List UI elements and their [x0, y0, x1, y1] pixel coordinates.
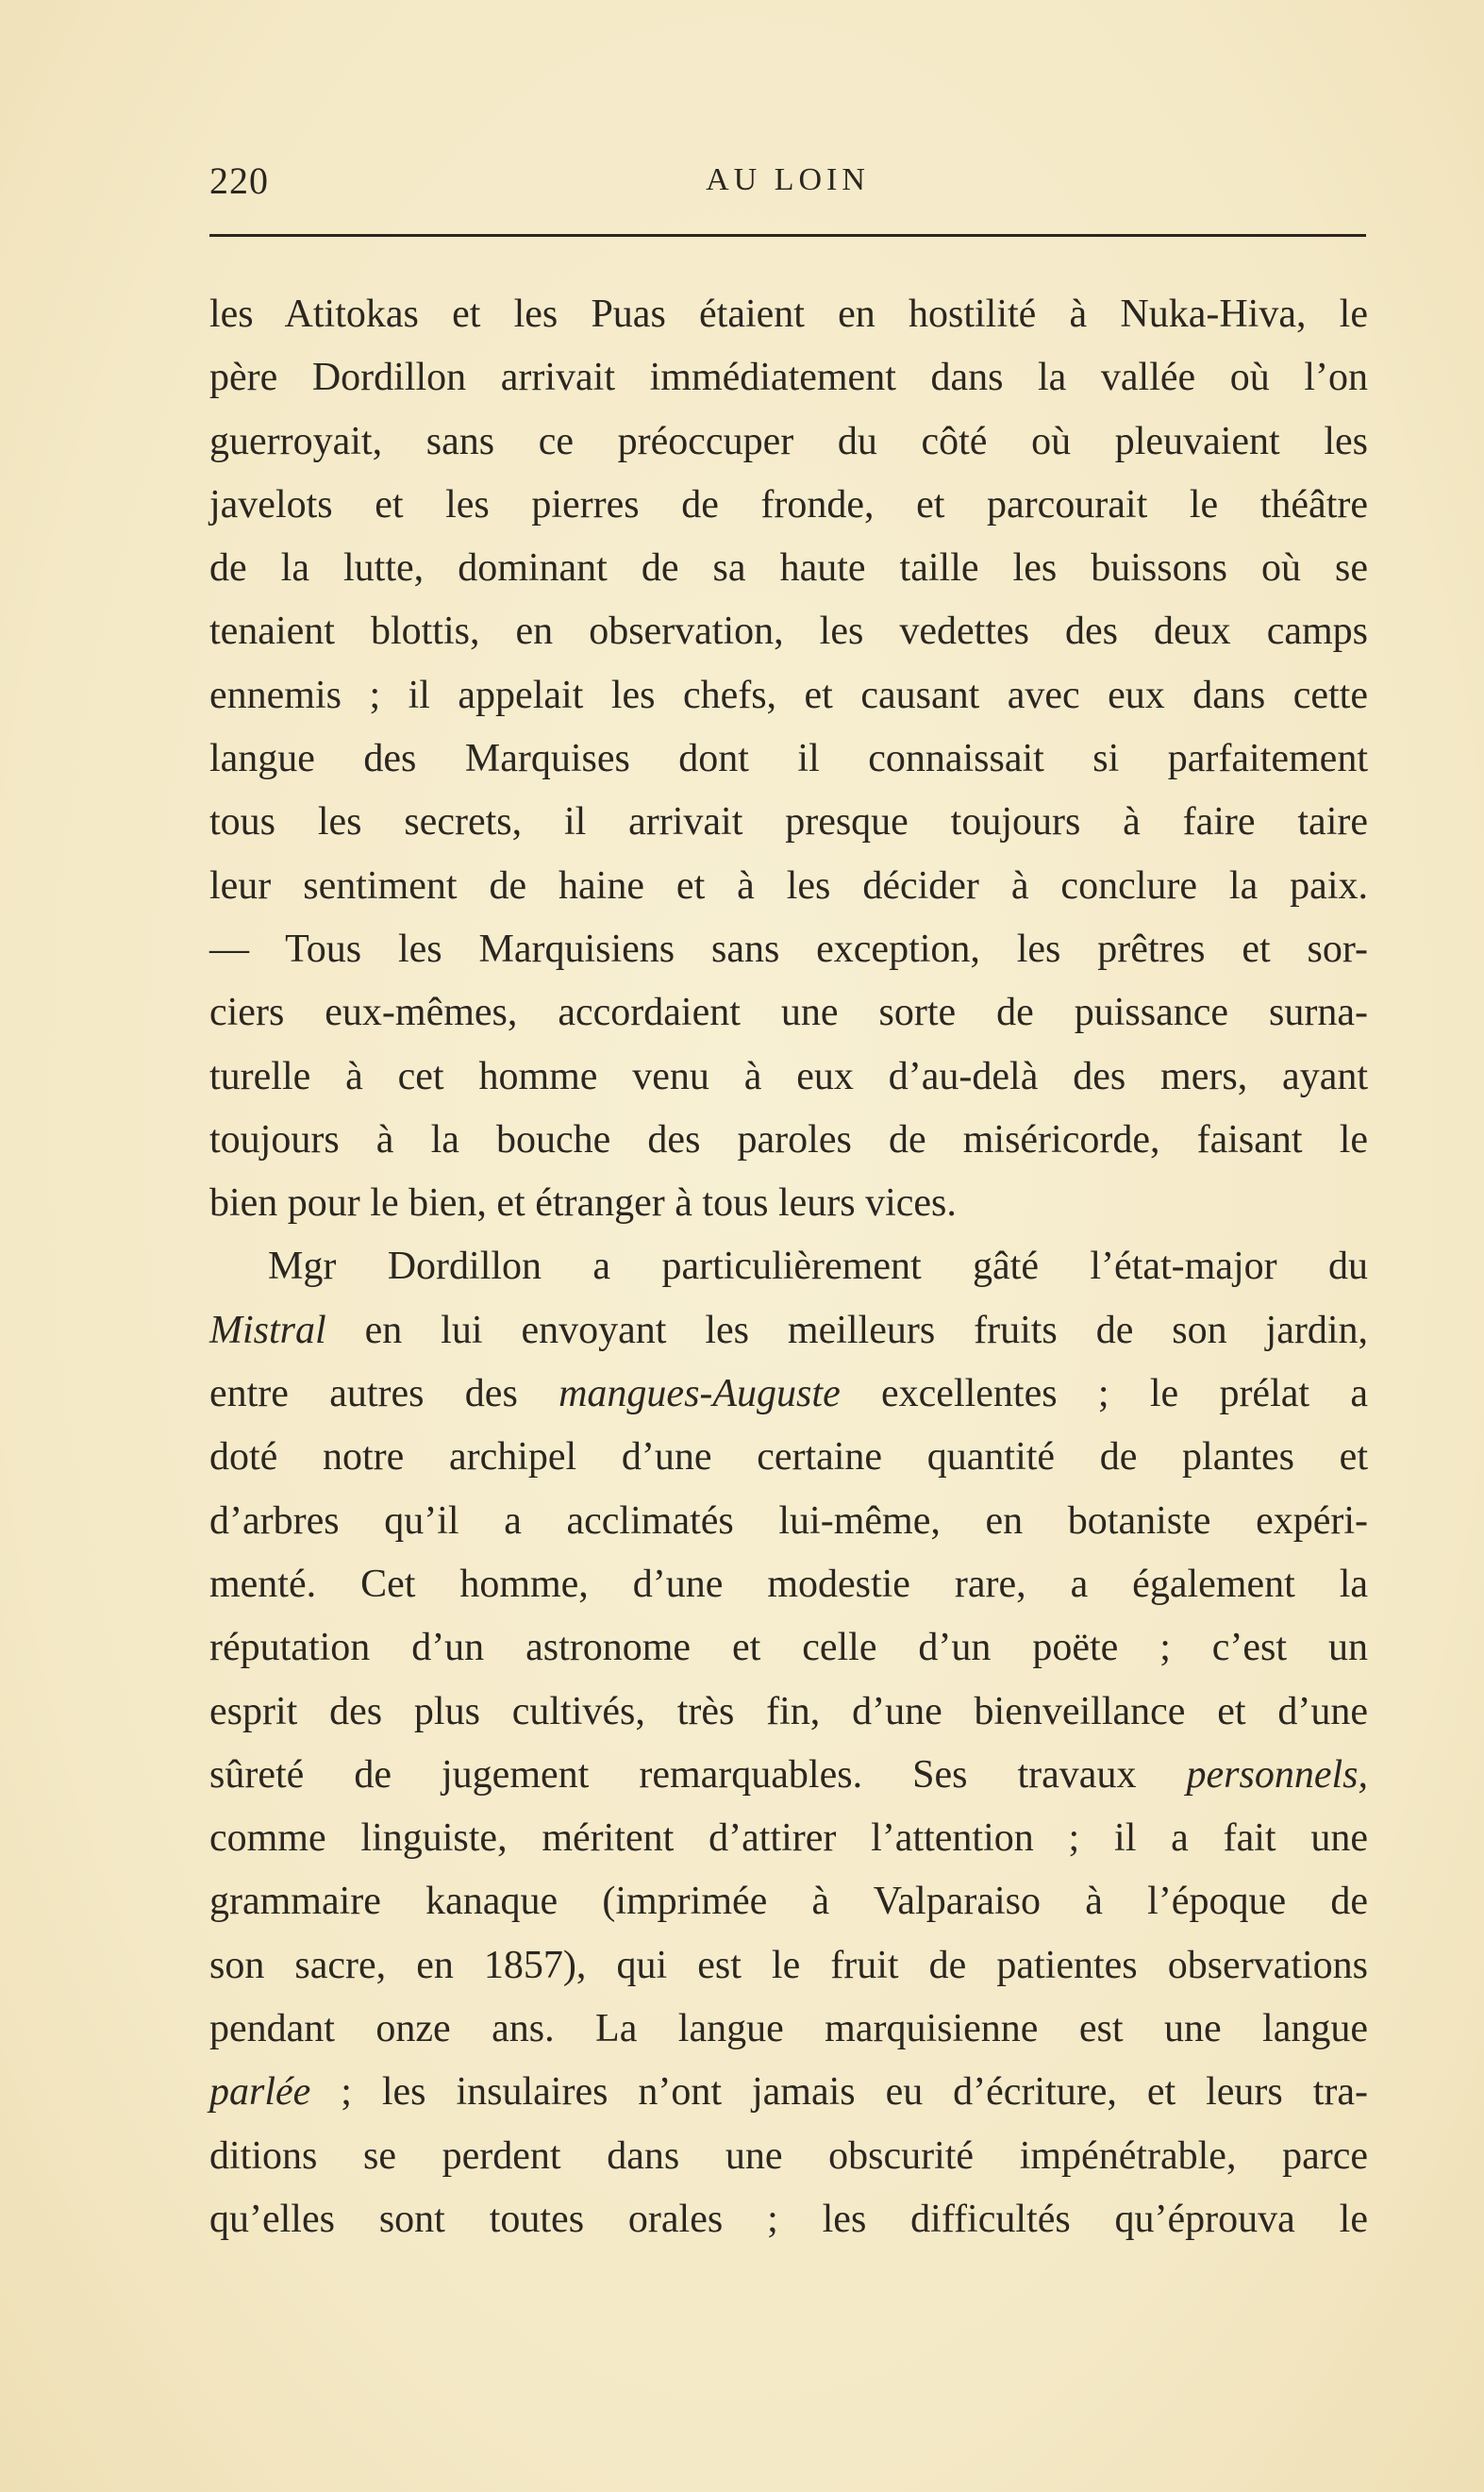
italic-text: Mistral: [209, 1308, 326, 1352]
text-line: tenaient blottis, en observation, les vedettes des deux camps: [209, 610, 1368, 654]
text-line: qu’elles sont toutes orales ; les difficultés qu’éprouva le: [209, 2197, 1368, 2241]
text-line: turelle à cet homme venu à eux d’au-delà des mers, ayant: [209, 1054, 1368, 1098]
text-line: menté. Cet homme, d’une modestie rare, a également la: [209, 1562, 1368, 1606]
text-line: javelots et les pierres de fronde, et parcourait le théâtre: [209, 482, 1368, 527]
text-line: grammaire kanaque (imprimée à Valparaiso à l’époque de: [209, 1880, 1368, 1924]
text-line: Mistral en lui envoyant les meilleurs fruits de son jardin,: [209, 1308, 1368, 1352]
text-line: esprit des plus cultivés, très fin, d’une bienveillance et d’une: [209, 1689, 1368, 1733]
italic-text: parlée: [209, 2070, 311, 2115]
text-line: toujours à la bouche des paroles de miséricorde, faisant le: [209, 1117, 1368, 1162]
running-title: AU LOIN: [706, 162, 870, 197]
text-line: ciers eux-mêmes, accordaient une sorte de puissance surna-: [209, 991, 1368, 1035]
text-line: père Dordillon arrivait immédiatement dans la vallée où l’on: [209, 356, 1368, 400]
text-line: ennemis ; il appelait les chefs, et causant avec eux dans cette: [209, 673, 1368, 717]
text-line: de la lutte, dominant de sa haute taille les buissons où se: [209, 546, 1368, 591]
body-text: [209, 283, 1368, 2251]
text-line: Mgr Dordillon a particulièrement gâté l’état-major du: [268, 1245, 1368, 1289]
page-number: 220: [209, 159, 269, 202]
text-line: leur sentiment de haine et à les décider à conclure la paix.: [209, 863, 1368, 908]
text-line: ditions se perdent dans une obscurité impénétrable, parce: [209, 2133, 1368, 2178]
text-line: entre autres des mangues-Auguste excellentes ; le prélat a: [209, 1372, 1368, 1416]
page-header: [209, 159, 1366, 206]
text-line: guerroyait, sans ce préoccuper du côté où pleuvaient les: [209, 419, 1368, 463]
text-line: comme linguiste, méritent d’attirer l’attention ; il a fait une: [209, 1816, 1368, 1861]
text-line: bien pour le bien, et étranger à tous leurs vices.: [209, 1181, 957, 1226]
text-line: réputation d’un astronome et celle d’un poëte ; c’est un: [209, 1626, 1368, 1670]
text-line: sûreté de jugement remarquables. Ses travaux personnels,: [209, 1752, 1368, 1797]
text-line: parlée ; les insulaires n’ont jamais eu d’écriture, et leurs tra-: [209, 2070, 1368, 2115]
text-line: pendant onze ans. La langue marquisienne est une langue: [209, 2007, 1368, 2051]
text-line: — Tous les Marquisiens sans exception, les prêtres et sor-: [209, 927, 1368, 971]
text-line: tous les secrets, il arrivait presque toujours à faire taire: [209, 800, 1368, 845]
text-line: les Atitokas et les Puas étaient en hostilité à Nuka-Hiva, le: [209, 293, 1368, 336]
text-line: d’arbres qu’il a acclimatés lui-même, en botaniste expéri-: [209, 1498, 1368, 1543]
text-line: langue des Marquises dont il connaissait si parfaitement: [209, 737, 1368, 781]
header-rule: [209, 234, 1366, 237]
text-line: son sacre, en 1857), qui est le fruit de patientes observations: [209, 1943, 1368, 1987]
italic-text: personnels,: [1186, 1752, 1368, 1797]
text-line: doté notre archipel d’une certaine quantité de plantes et: [209, 1435, 1368, 1480]
italic-text: mangues-Auguste: [559, 1372, 841, 1416]
